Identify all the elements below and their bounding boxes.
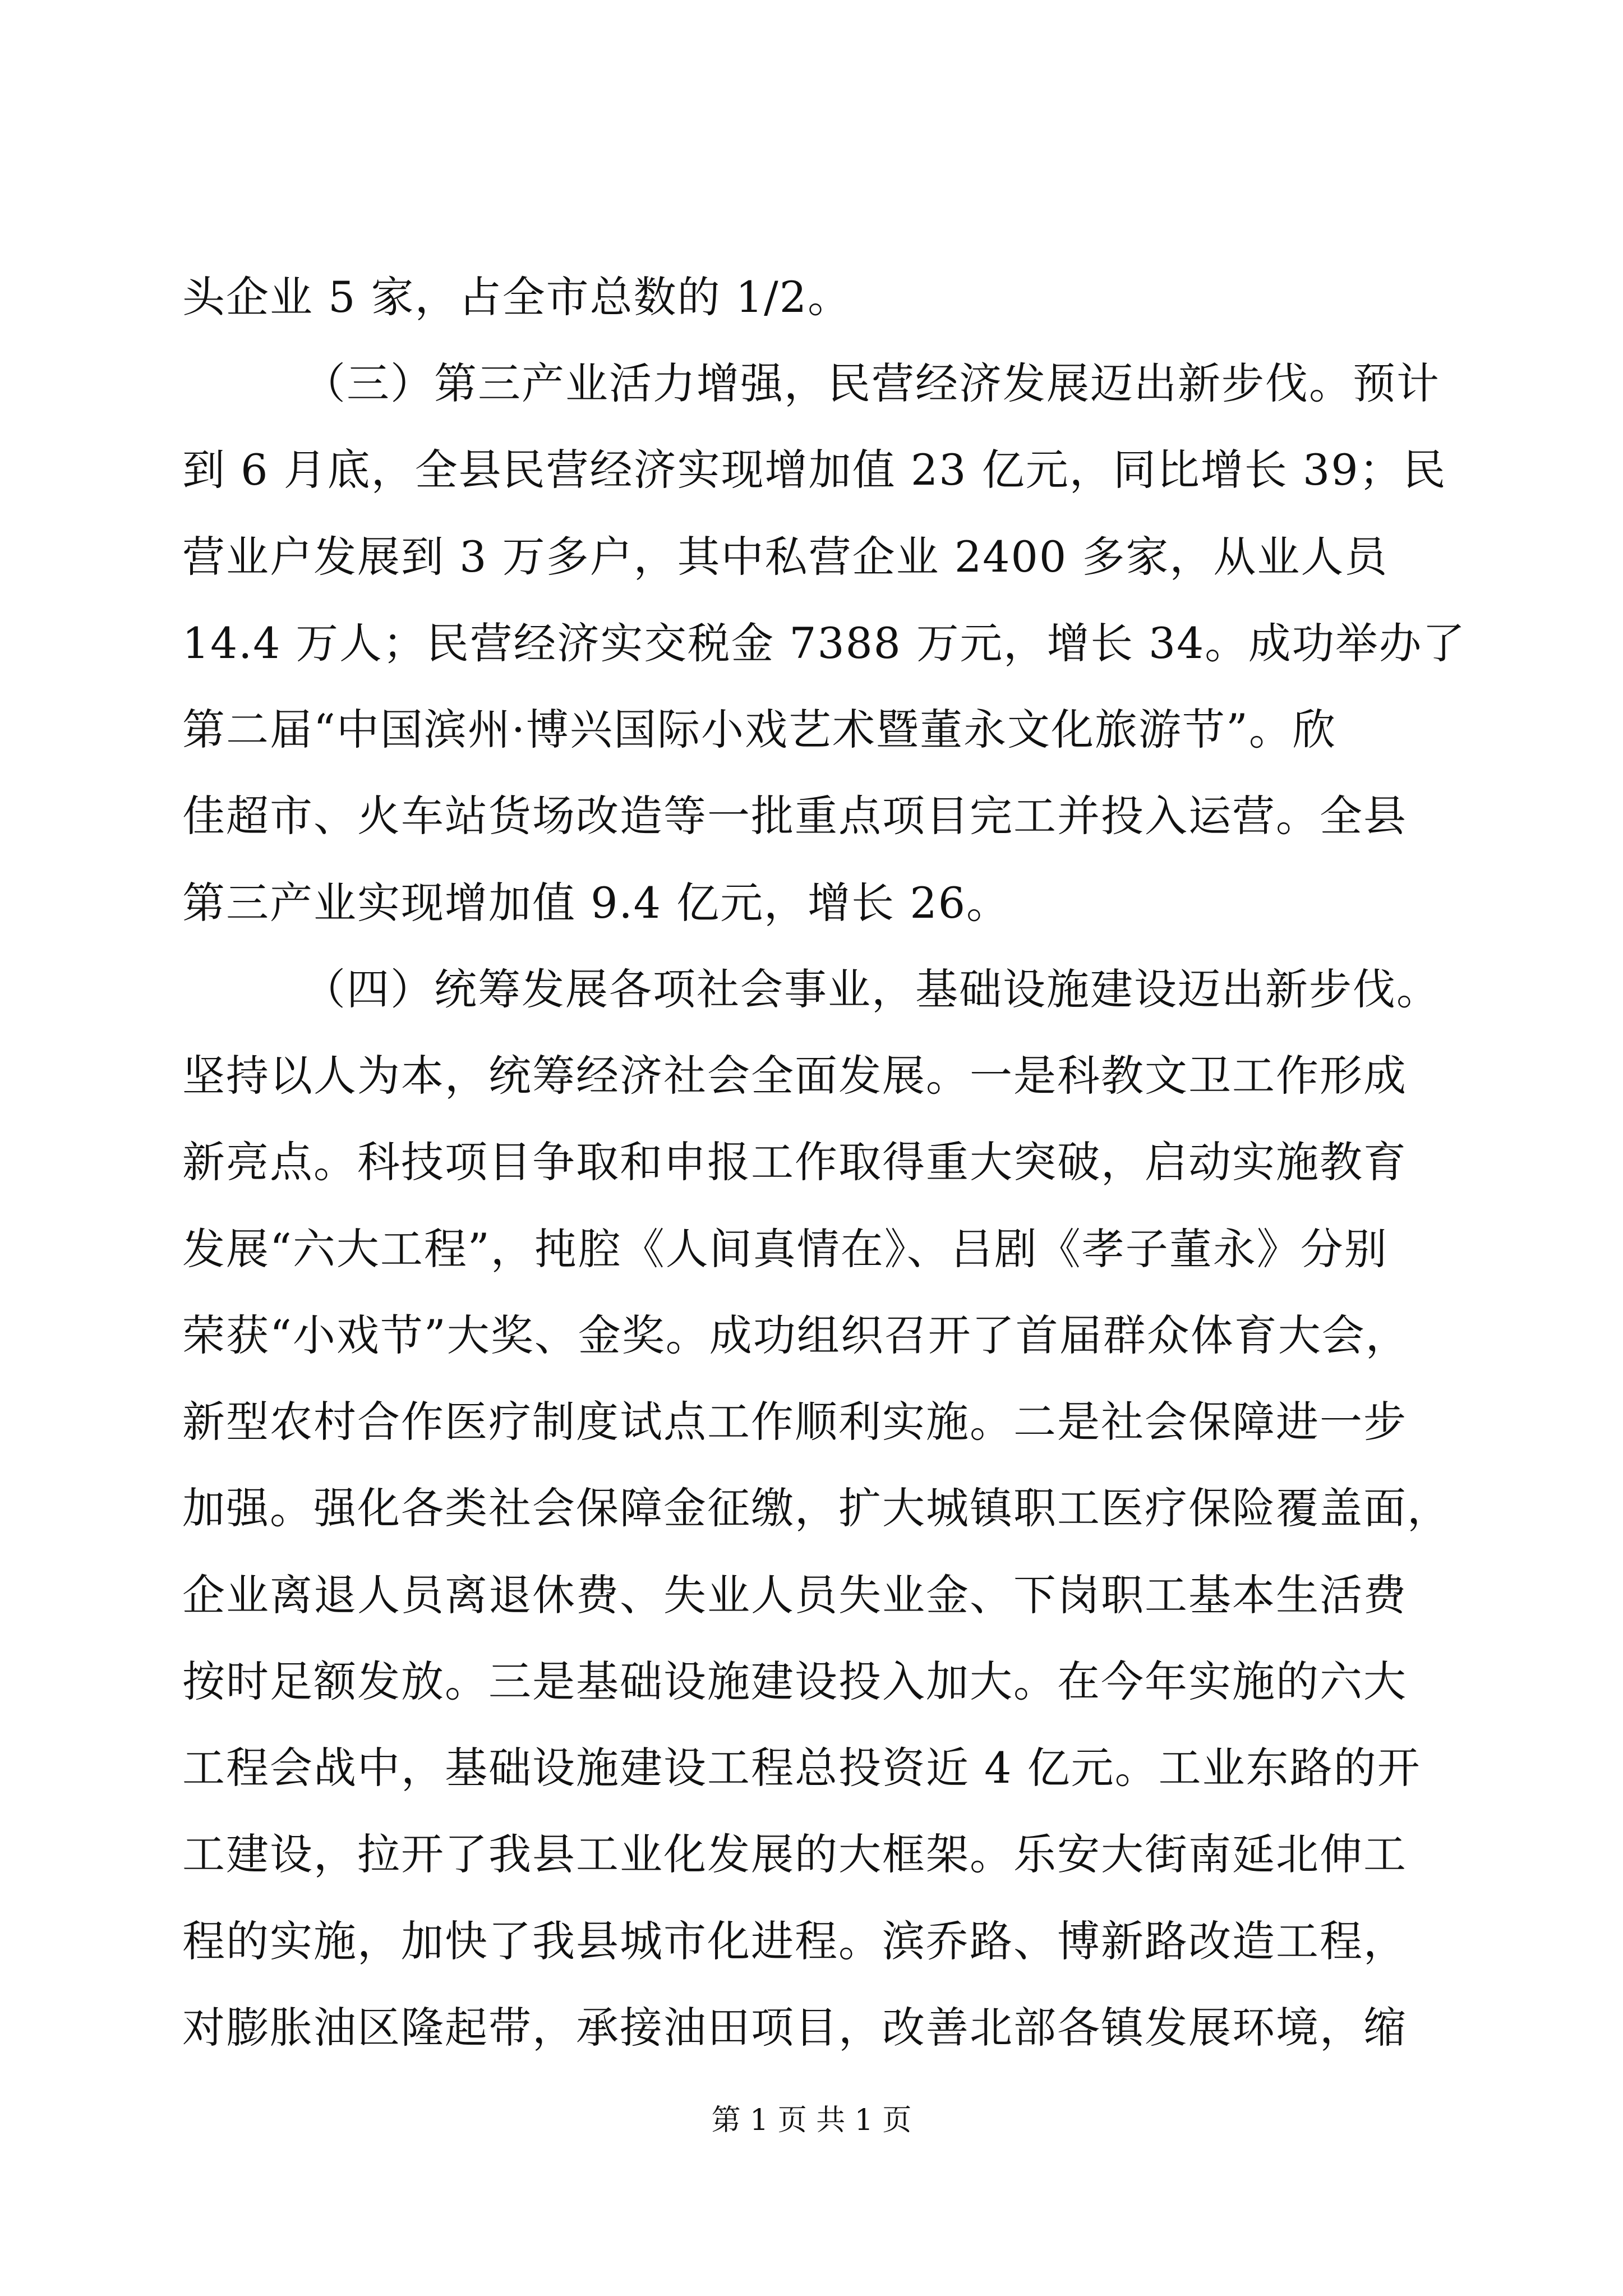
text-line: 第二届“中国滨州·博兴国际小戏艺术暨董永文化旅游节”。欣 [182, 705, 1336, 754]
text-line: （三）第三产业活力增强，民营经济发展迈出新步伐。预计 [303, 358, 1440, 408]
text-line: 第三产业实现增加值 9.4 亿元，增长 26。 [182, 878, 1011, 928]
text-line: 按时足额发放。三是基础设施建设投入加大。在今年实施的六大 [182, 1657, 1407, 1706]
text-line: 对膨胀油区隆起带，承接油田项目，改善北部各镇发展环境，缩 [182, 2003, 1407, 2053]
text-line: 坚持以人为本，统筹经济社会全面发展。一是科教文卫工作形成 [182, 1051, 1407, 1101]
text-line: 加强。强化各类社会保障金征缴，扩大城镇职工医疗保险覆盖面， [182, 1483, 1451, 1533]
text-line: 佳超市、火车站货场改造等一批重点项目完工并投入运营。全县 [182, 791, 1407, 841]
text-line: 新型农村合作医疗制度试点工作顺利实施。二是社会保障进一步 [182, 1397, 1407, 1447]
text-line: 发展“六大工程”，扽腔《人间真情在》、吕剧《孝子董永》分别 [182, 1224, 1388, 1274]
text-line: 到 6 月底，全县民营经济实现增加值 23 亿元，同比增长 39；民 [182, 445, 1447, 495]
text-line: 企业离退人员离退休费、失业人员失业金、下岗职工基本生活费 [182, 1570, 1407, 1620]
text-line: 工建设，拉开了我县工业化发展的大框架。乐安大街南延北伸工 [182, 1829, 1407, 1879]
text-line: （四）统筹发展各项社会事业，基础设施建设迈出新步伐。 [303, 964, 1440, 1014]
text-line: 营业户发展到 3 万多户，其中私营企业 2400 多家，从业人员 [182, 532, 1389, 582]
text-line: 荣获“小戏节”大奖、金奖。成功组织召开了首届群众体育大会， [182, 1310, 1409, 1360]
text-line: 工程会战中，基础设施建设工程总投资近 4 亿元。工业东路的开 [182, 1743, 1421, 1793]
text-line: 程的实施，加快了我县城市化进程。滨乔路、博新路改造工程， [182, 1916, 1407, 1966]
text-line: 新亮点。科技项目争取和申报工作取得重大突破，启动实施教育 [182, 1137, 1407, 1187]
text-line: 14.4 万人；民营经济实交税金 7388 万元，增长 34。成功举办了 [182, 619, 1466, 668]
text-line: 头企业 5 家，占全市总数的 1/2。 [182, 272, 852, 322]
page-number-footer: 第 1 页 共 1 页 [711, 2104, 912, 2137]
